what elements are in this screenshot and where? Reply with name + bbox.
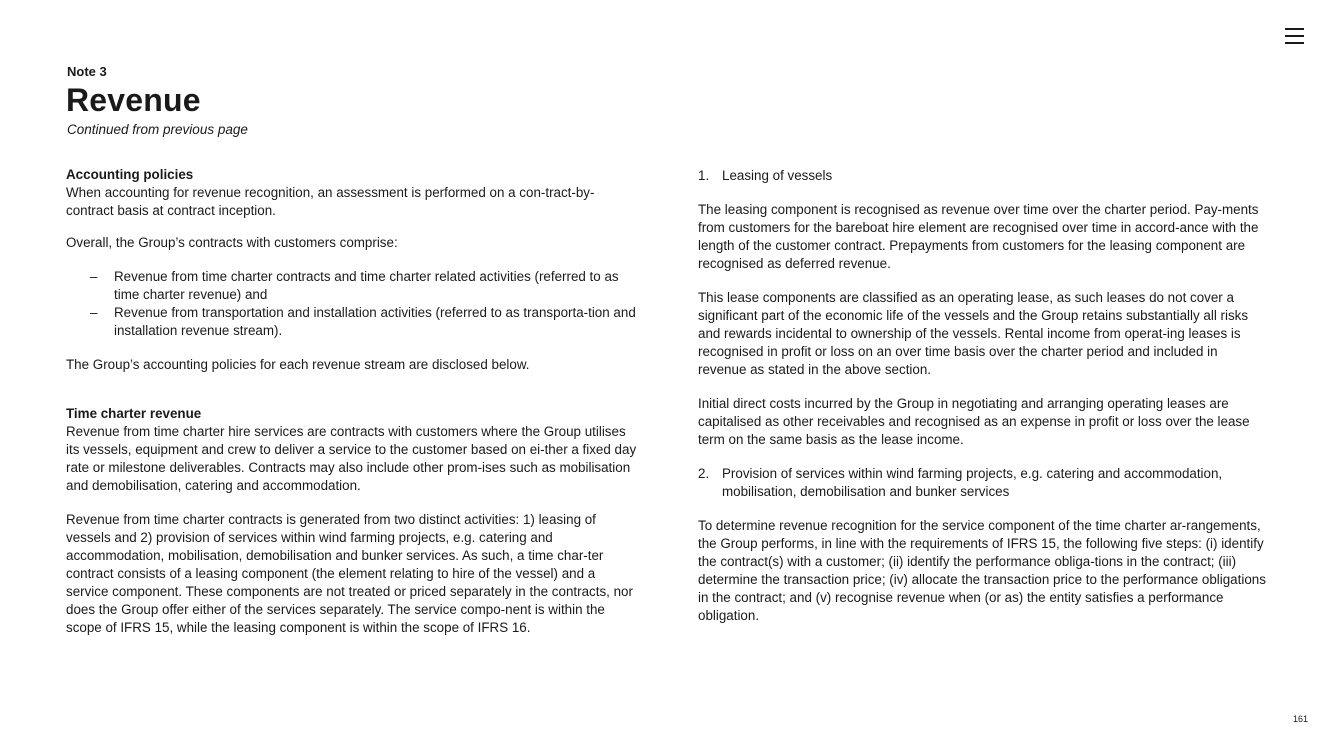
item-title: Provision of services within wind farming projects, e.g. catering and accommodation, mobilisation, demobilisation and bunker services <box>722 466 1223 499</box>
overall-text: Overall, the Group’s contracts with customers comprise: <box>66 235 398 250</box>
list-item-text: Revenue from transportation and installation activities (referred to as transporta-tion and installation revenue stream). <box>114 305 636 338</box>
leasing-paragraph: This lease components are classified as an operating lease, as such leases do not cover a significant part of the economic life of the vessels and the Group retains substantially all risks and rewards incidental to ownership of the vessels. Rental income from operat-ing leases is recognised in profit or loss on an over time basis over the charter period and included in revenue as stated in the above section. <box>698 290 1249 377</box>
revenue-stream-list <box>66 268 638 340</box>
page-subtitle: Continued from previous page <box>67 122 248 137</box>
page-number: 161 <box>1293 714 1309 724</box>
page-title: Revenue <box>66 82 201 118</box>
list-item-text: Revenue from time charter contracts and time charter related activities (referred to as time charter revenue) and <box>114 269 619 302</box>
item-number: 1. <box>698 168 710 183</box>
menu-bar <box>1285 35 1304 37</box>
accounting-policies-heading: Accounting policies <box>66 167 194 182</box>
list-item <box>66 304 638 340</box>
hamburger-menu-icon[interactable] <box>1285 27 1307 45</box>
dash-bullet: – <box>90 305 98 320</box>
leasing-paragraph: Initial direct costs incurred by the Group in negotiating and arranging operating leases are capitalised as other receivables and recognised as an expense in profit or loss over the lease term on the same basis as the lease income. <box>698 396 1250 447</box>
time-charter-heading: Time charter revenue <box>66 406 202 421</box>
numbered-item-services <box>698 465 1266 501</box>
right-column <box>698 167 1266 625</box>
menu-bar <box>1285 42 1304 44</box>
item-title: Leasing of vessels <box>722 168 833 183</box>
list-item <box>66 268 638 304</box>
note-label: Note 3 <box>67 64 107 79</box>
policies-text: The Group’s accounting policies for each revenue stream are disclosed below. <box>66 357 530 372</box>
time-charter-paragraph: Revenue from time charter contracts is generated from two distinct activities: 1) leasing of vessels and 2) provision of services within wind farming projects, e.g. catering and accommodation, mobilisation, demobilisation and bunker services. As such, a time char-ter contract consists of a leasing component (the element relating to hire of the vessel) and a service component. These components are not treated or priced separately in the contracts, nor does the Group offer either of the services separately. The service compo-nent is within the scope of IFRS 15, while the leasing component is within the scope of IFRS 16. <box>66 512 633 635</box>
left-column <box>66 166 638 637</box>
dash-bullet: – <box>90 269 98 284</box>
accounting-policies-text: When accounting for revenue recognition, an assessment is performed on a con-tract-by-contract basis at contract inception. <box>66 185 595 218</box>
numbered-item-leasing <box>698 167 1266 185</box>
time-charter-paragraph: Revenue from time charter hire services are contracts with customers where the Group utilises its vessels, equipment and crew to deliver a service to the customer based on ei-ther a fixed day rate or milestone deliverables. Contracts may also include other prom-ises such as mobilisation and demobilisation, catering and accommodation. <box>66 424 637 493</box>
services-paragraph: To determine revenue recognition for the service component of the time charter ar-rangements, the Group performs, in line with the requirements of IFRS 15, the following five steps: (i) identify the contract(s) with a customer; (ii) identify the performance obliga-tions in the contract; (iii) determine the transaction price; (iv) allocate the transaction price to the performance obligations in the contract; and (v) recognise revenue when (or as) the entity satisfies a performance obligation. <box>698 518 1266 623</box>
item-number: 2. <box>698 466 710 481</box>
menu-bar <box>1285 28 1304 30</box>
leasing-paragraph: The leasing component is recognised as revenue over time over the charter period. Pay-ments from customers for the bareboat hire element are recognised over time in accord-ance with the length of the customer contract. Prepayments from customers for the leasing component are recognised as deferred revenue. <box>698 202 1259 271</box>
